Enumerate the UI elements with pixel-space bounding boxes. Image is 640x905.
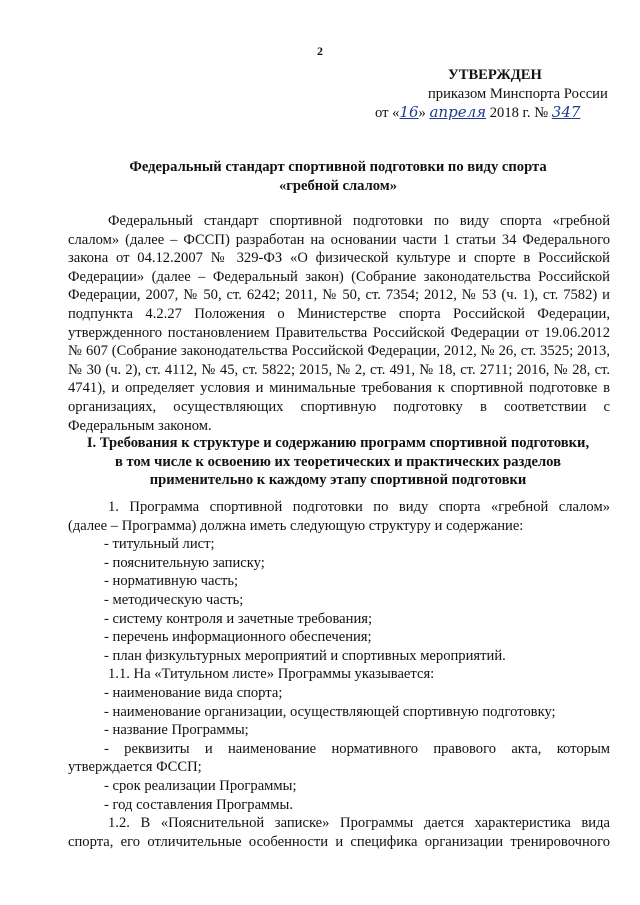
document-title — [68, 158, 608, 195]
para-1-1: 1.1. На «Титульном листе» Программы указывается: — [108, 666, 435, 683]
approval-title: УТВЕРЖДЕН — [448, 67, 542, 83]
approval-number-handwritten: 347 — [551, 103, 581, 122]
list-item: - титульный лист; — [104, 536, 215, 553]
list-item: - перечень информационного обеспечения; — [104, 629, 372, 646]
section-1-line-2: в том числе к освоению их теоретических и практических разделов — [114, 453, 561, 470]
list-item: - пояснительную записку; — [104, 554, 265, 571]
list-item: - нормативную часть; — [104, 573, 239, 590]
intro-paragraph: Федеральный стандарт спортивной подготовки по виду спорта «гребной слалом» (далее – ФССП) разработан на основании части 1 статьи 34 Федерального закона от 04.12.2007 № 329-ФЗ «О физической культуре и спорте в Российской Федерации» (далее – Федеральный закон) (Собрание законодательства Российской Федерации, 2007, № 50, ст. 6242; 2011, № 50, ст. 7354; 2012, № 53 (ч. 1), ст. 7582) и подпункта 4.2.27 Положения о Министерстве спорта Российской Федерации, утвержденного постановлением Правительства Российской Федерации от 19.06.2012 № 607 (Собрание законодательства Российской Федерации, 2012, № 26, ст. 3525; 2013, № 30 (ч. 2), ст. 4112, № 45, ст. 5822; 2015, № 2, ст. 491, № 18, ст. 2711; 2016, № 28, ст. 4741), и определяет условия и минимальные требования к спортивной подготовке в организациях, осуществляющих спортивную подготовку в соответствии с Федеральным законом. — [68, 213, 610, 434]
list-item-continuation: утверждается ФССП; — [68, 759, 202, 776]
list-item: - наименование организации, осуществляющей спортивную подготовку; — [104, 703, 556, 720]
approval-month-handwritten: апреля — [429, 103, 487, 122]
approval-day-handwritten: 16 — [399, 103, 419, 122]
list-item: - реквизиты и наименование нормативного правового акта, которым — [104, 740, 610, 757]
para-1-2-line-2: спорта, его отличительные особенности и специфика организации тренировочного — [68, 833, 610, 850]
approval-date-prefix: от « — [375, 105, 400, 122]
para-1-line-1: 1. Программа спортивной подготовки по виду спорта «гребной слалом» — [108, 499, 610, 515]
section-1-line-3: применительно к каждому этапу спортивной подготовки — [149, 472, 527, 489]
title-line-1: Федеральный стандарт спортивной подготовки по виду спорта — [129, 159, 547, 175]
intro-section — [68, 212, 610, 435]
main-section — [68, 498, 610, 851]
title-line-2: «гребной слалом» — [278, 177, 398, 194]
para-1-line-2: (далее – Программа) должна иметь следующую структуру и содержание: — [68, 517, 524, 534]
section-1-heading — [68, 434, 608, 490]
list-item: - систему контроля и зачетные требования; — [104, 610, 373, 627]
page-number: 2 — [317, 44, 323, 58]
list-item: - срок реализации Программы; — [104, 777, 297, 794]
approval-date-line: от «16» апреля 2018 г. № 347 — [375, 103, 581, 122]
list-item: - наименование вида спорта; — [104, 684, 283, 701]
list-item: - методическую часть; — [104, 591, 244, 608]
approval-order: приказом Минспорта России — [428, 85, 608, 102]
approval-year-text: 2018 г. № — [489, 105, 549, 122]
list-item: - название Программы; — [104, 722, 249, 739]
para-1-2-line-1: 1.2. В «Пояснительной записке» Программы дается характеристика вида — [108, 815, 610, 832]
list-item: - год составления Программы. — [104, 796, 293, 813]
approval-block — [375, 66, 616, 123]
list-item: - план физкультурных мероприятий и спортивных мероприятий. — [104, 647, 506, 664]
section-1-line-1: I. Требования к структуре и содержанию программ спортивной подготовки, — [86, 435, 590, 451]
